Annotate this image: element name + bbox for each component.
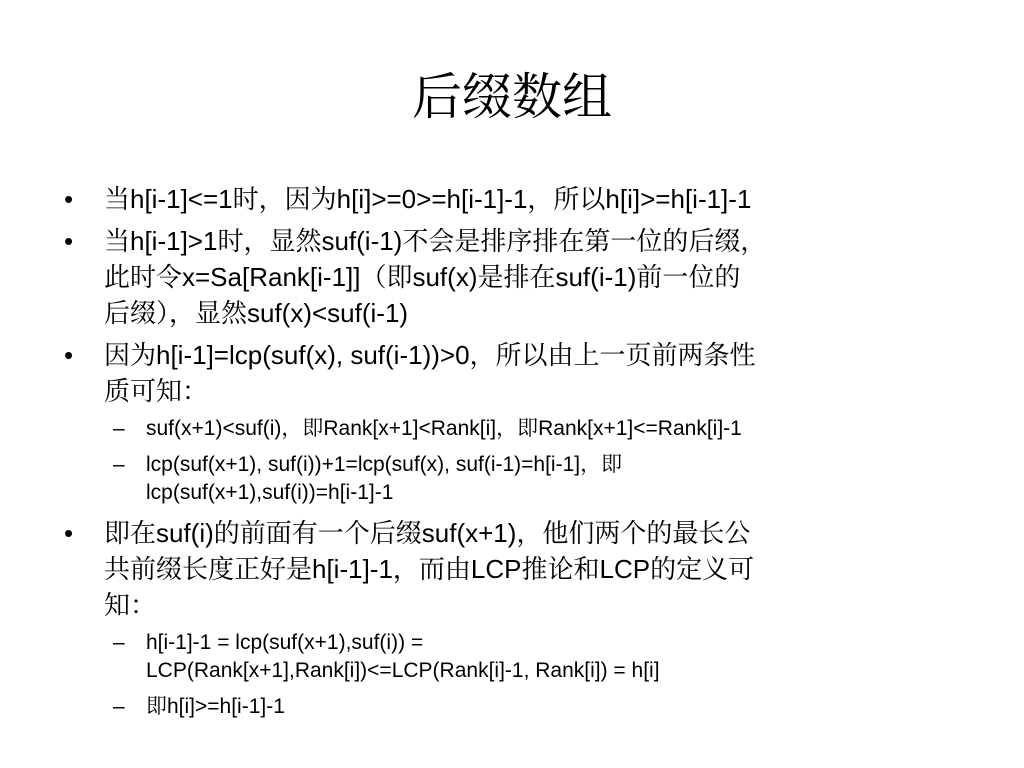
sub-bullet-item (104, 415, 962, 443)
sub-bullet-marker: – (113, 453, 125, 476)
sub-bullet-text-line: h[i-1]-1 = lcp(suf(x+1),suf(i)) = (146, 631, 424, 654)
sub-bullet-item (104, 693, 962, 721)
bullet-text-line: 当h[i-1]>1时，显然suf(i-1)不会是排序排在第一位的后缀， (104, 226, 767, 256)
bullet-item (62, 337, 962, 409)
bullet-item (62, 223, 962, 331)
sub-bullet-marker: – (113, 695, 125, 718)
bullet-item (62, 515, 962, 623)
sub-bullet-text-line: 即h[i]>=h[i-1]-1 (146, 695, 285, 718)
sub-bullet-text-line: LCP(Rank[x+1],Rank[i])<=LCP(Rank[i]-1, Rank[i]) = h[i] (146, 659, 660, 682)
bullet-item (62, 181, 962, 217)
bullet-text-line: 后缀），显然suf(x)<suf(i-1) (104, 298, 409, 328)
bullet-text-line: 即在suf(i)的前面有一个后缀suf(x+1)，他们两个的最长公 (104, 518, 751, 548)
sub-bullet-marker: – (113, 631, 125, 654)
sub-bullet-item (104, 629, 962, 685)
bullet-text-line: 知： (104, 590, 157, 620)
bullet-text-line: 共前缀长度正好是h[i-1]-1，而由LCP推论和LCP的定义可 (104, 554, 755, 584)
bullet-text-line: 此时令x=Sa[Rank[i-1]]（即suf(x)是排在suf(i-1)前一位的 (104, 262, 741, 292)
sub-bullet-item (104, 451, 962, 507)
bullet-text-line: 质可知： (104, 376, 209, 406)
sub-bullet-text-line: suf(x+1)<suf(i)，即Rank[x+1]<Rank[i]，即Rank[x+1]<=Rank[i]-1 (146, 417, 742, 440)
bullet-marker: • (64, 184, 74, 214)
bullet-marker: • (64, 518, 74, 548)
slide-content (62, 181, 962, 729)
slide-title: 后缀数组 (412, 68, 612, 126)
sub-bullet-text-line: lcp(suf(x+1), suf(i))+1=lcp(suf(x), suf(i-1)=h[i-1]，即 (146, 453, 623, 476)
bullet-marker: • (64, 226, 74, 256)
sub-bullet-marker: – (113, 417, 125, 440)
sub-bullet-text-line: lcp(suf(x+1),suf(i))=h[i-1]-1 (146, 481, 394, 504)
bullet-text-line: 因为h[i-1]=lcp(suf(x), suf(i-1))>0，所以由上一页前两条性 (104, 340, 756, 370)
bullet-text-line: 当h[i-1]<=1时，因为h[i]>=0>=h[i-1]-1，所以h[i]>=h[i-1]-1 (104, 184, 752, 214)
bullet-marker: • (64, 340, 74, 370)
